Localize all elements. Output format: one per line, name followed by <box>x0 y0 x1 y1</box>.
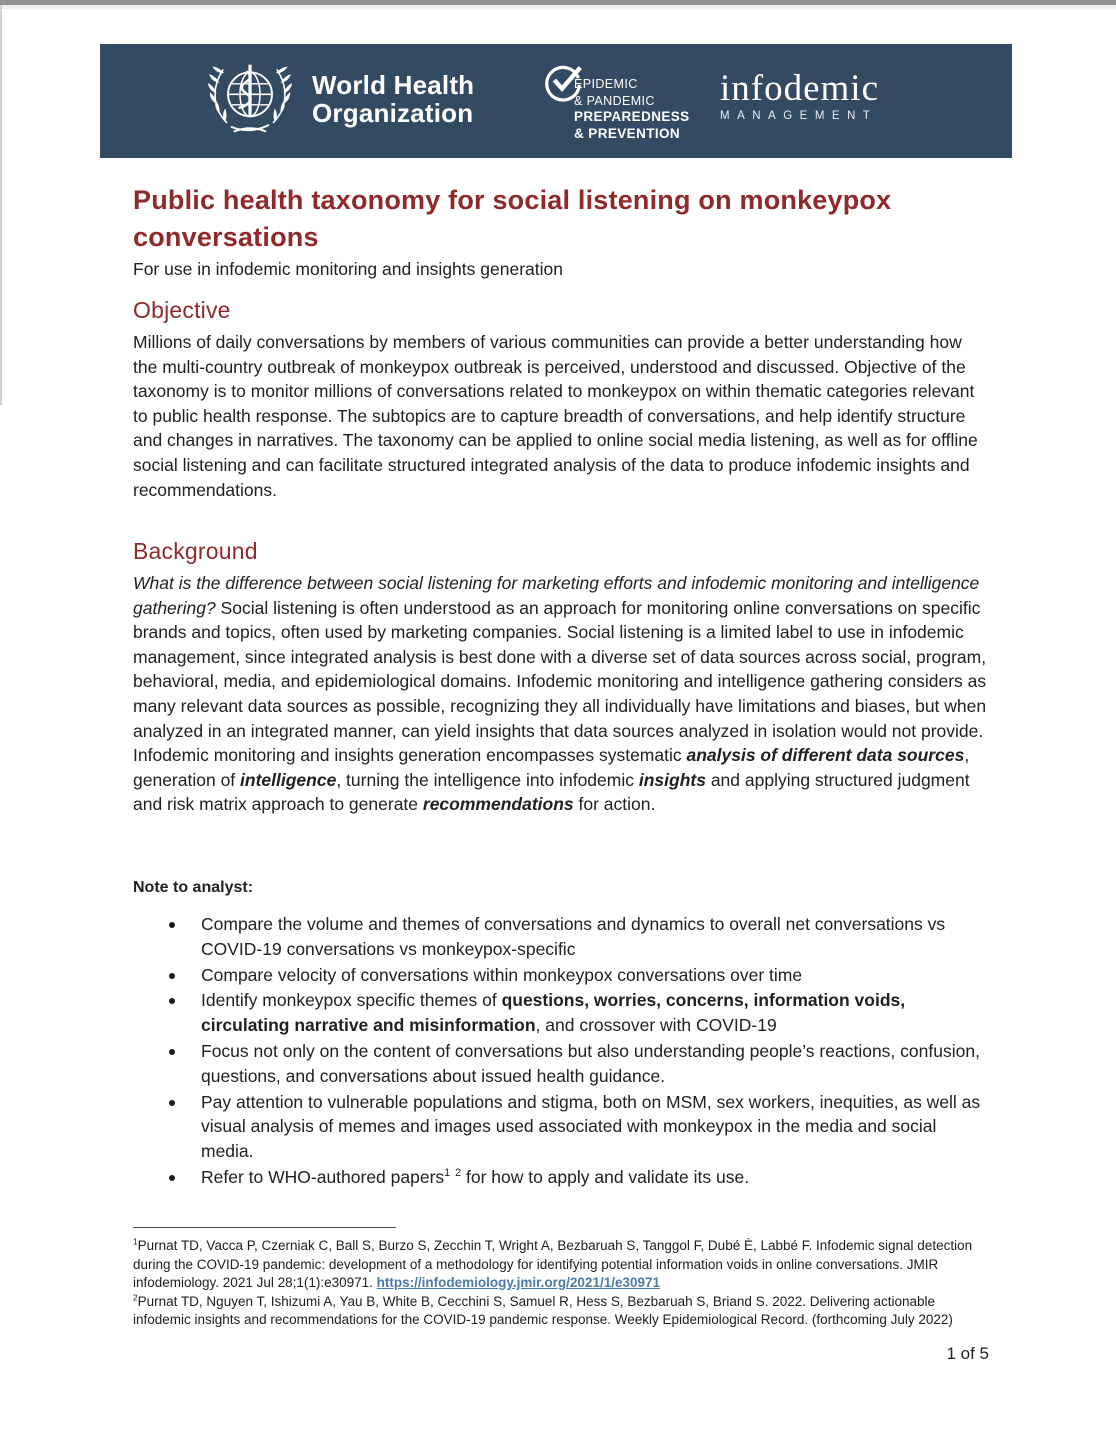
bullet-marker-icon <box>169 1049 175 1055</box>
text-segment: , turning the intelligence into infodemic <box>336 769 639 790</box>
superscript: 1 <box>444 1167 451 1180</box>
text-segment: recommendations <box>422 794 574 815</box>
bullet-text <box>201 1090 989 1164</box>
page-subtitle: For use in infodemic monitoring and insights generation <box>133 259 563 279</box>
text-segment: Identify monkeypox specific themes of <box>201 990 502 1011</box>
bullet-marker-icon <box>169 922 175 928</box>
bullet-item <box>133 1090 989 1164</box>
who-wordmark <box>312 71 474 127</box>
bullet-marker-icon <box>169 998 175 1004</box>
superscript: 1 <box>133 1236 138 1247</box>
text-segment: Purnat TD, Nguyen T, Ishizumi A, Yau B, White B, Cecchini S, Samuel R, Hess S, Bezbaruah S, Briand S. 2022. Delivering actionable infodemic insights and recommendations for the COVID-19 pandemic response. Weekly Epidemiological Record. (forthcoming July 2022) <box>133 1293 953 1328</box>
bullet-item <box>133 1039 989 1089</box>
header-banner <box>100 44 1012 158</box>
background-heading: Background <box>133 538 258 564</box>
bullet-item <box>133 963 989 988</box>
footnote-separator <box>133 1227 396 1228</box>
who-emblem-icon <box>200 58 300 144</box>
bullet-text <box>201 912 989 962</box>
text-segment: Focus not only on the content of conversations but also understanding people’s reactions, confusion, questions, and conversations about issued health guidance. <box>201 1040 980 1086</box>
text-segment: , and crossover with COVID-19 <box>535 1015 777 1036</box>
text-segment: Social listening is often understood as an approach for monitoring online conversations on specific brands and topics, often used by marketing companies. Social listening is a limited label to use in infodemic management, since integrated analysis is best done with a diverse set of data sources across social, program, behavioral, media, and epidemiological domains. Infodemic monitoring and intelligence gathering considers as many relevant data sources as possible, recognizing they all individually have limitations and biases, but when analyzed in an integrated manner, can yield insights that data sources analyzed in isolation would not provide. Infodemic monitoring and insights generation encompasses systematic <box>133 597 987 766</box>
footnote <box>133 1237 991 1293</box>
bullet-text <box>201 1039 989 1089</box>
bullet-item <box>133 988 989 1038</box>
text-segment: insights <box>638 769 706 790</box>
epp-line2: & PANDEMIC <box>574 93 655 108</box>
infodemic-subtitle: MANAGEMENT <box>720 110 878 122</box>
analyst-bullet-list <box>133 912 989 1191</box>
text-segment: Refer to WHO-authored papers <box>201 1166 445 1187</box>
bullet-text <box>201 1165 989 1190</box>
window-top-edge-highlight <box>0 5 1116 9</box>
superscript: 2 <box>133 1292 138 1303</box>
bullet-marker-icon <box>169 973 175 979</box>
page-number: 1 of 5 <box>946 1344 989 1363</box>
bullet-marker-icon <box>169 1100 175 1106</box>
text-segment: Purnat TD, Vacca P, Czerniak C, Ball S, Burzo S, Zecchin T, Wright A, Bezbaruah S, Tanggol F, Dubé È, Labbé F. Infodemic signal detection during the COVID-19 pandemic: development of a methodology for identifying potential information voids in online conversations. JMIR infodemiology. 2021 Jul 28;1(1):e30971. <box>133 1238 973 1291</box>
bullet-marker-icon <box>169 1175 175 1181</box>
epp-line4: & PREVENTION <box>574 125 681 141</box>
text-segment: Compare velocity of conversations within monkeypox conversations over time <box>201 964 803 985</box>
text-segment: intelligence <box>240 769 337 790</box>
text-segment: What is the difference between social listening for marketing efforts and infodemic monitoring and intelligence gathering? <box>133 573 980 618</box>
text-segment: Compare the volume and themes of conversations and dynamics to overall net conversations vs COVID-19 conversations vs monkeypox-specific <box>201 914 946 959</box>
epp-wordmark <box>574 76 690 142</box>
text-segment: analysis of different data sources <box>686 745 965 766</box>
infodemic-title: infodemic <box>720 68 880 109</box>
footnote <box>133 1293 991 1330</box>
footnote-link[interactable]: https://infodemiology.jmir.org/2021/1/e30971 <box>376 1275 661 1291</box>
bullet-text <box>201 988 989 1038</box>
bullet-item <box>133 1165 989 1190</box>
infodemic-wordmark <box>720 70 900 122</box>
epp-line1: EPIDEMIC <box>574 77 638 91</box>
bullet-text <box>201 963 989 988</box>
who-wordmark-line2: Organization <box>312 98 474 128</box>
objective-paragraph: Millions of daily conversations by members of various communities can provide a better understanding how the multi-country outbreak of monkeypox outbreak is perceived, understood and discussed. Objective of the taxonomy is to monitor millions of conversations related to monkeypox on within thematic categories relevant to public health response. The subtopics are to capture breadth of conversations, and help identify structure and changes in narratives. The taxonomy can be applied to online social media listening, as well as for offline social listening and can facilitate structured integrated analysis of the data to produce infodemic insights and recommendations. <box>133 332 978 500</box>
objective-heading: Objective <box>133 297 231 323</box>
text-segment: Pay attention to vulnerable populations and stigma, both on MSM, sex workers, inequities, as well as visual analysis of memes and images used associated with monkeypox in the media and social media. <box>201 1091 981 1162</box>
page-title: Public health taxonomy for social listening on monkeypox conversations <box>133 185 892 252</box>
who-wordmark-line1: World Health <box>312 70 475 100</box>
footnotes <box>133 1237 991 1330</box>
text-segment: and applying structured judgment and risk matrix approach to generate <box>133 769 970 815</box>
page-left-edge <box>0 5 2 405</box>
note-to-analyst-label: Note to analyst: <box>133 879 254 896</box>
background-paragraph <box>133 571 989 817</box>
text-segment: , generation of <box>133 745 970 790</box>
epp-line3: PREPAREDNESS <box>574 109 690 124</box>
text-segment: for how to apply and validate its use. <box>461 1166 750 1187</box>
text-segment: for action. <box>573 794 656 815</box>
text-segment: questions, worries, concerns, information voids, circulating narrative and misinformation <box>201 990 906 1036</box>
bullet-item <box>133 912 989 962</box>
superscript: 2 <box>455 1167 462 1180</box>
